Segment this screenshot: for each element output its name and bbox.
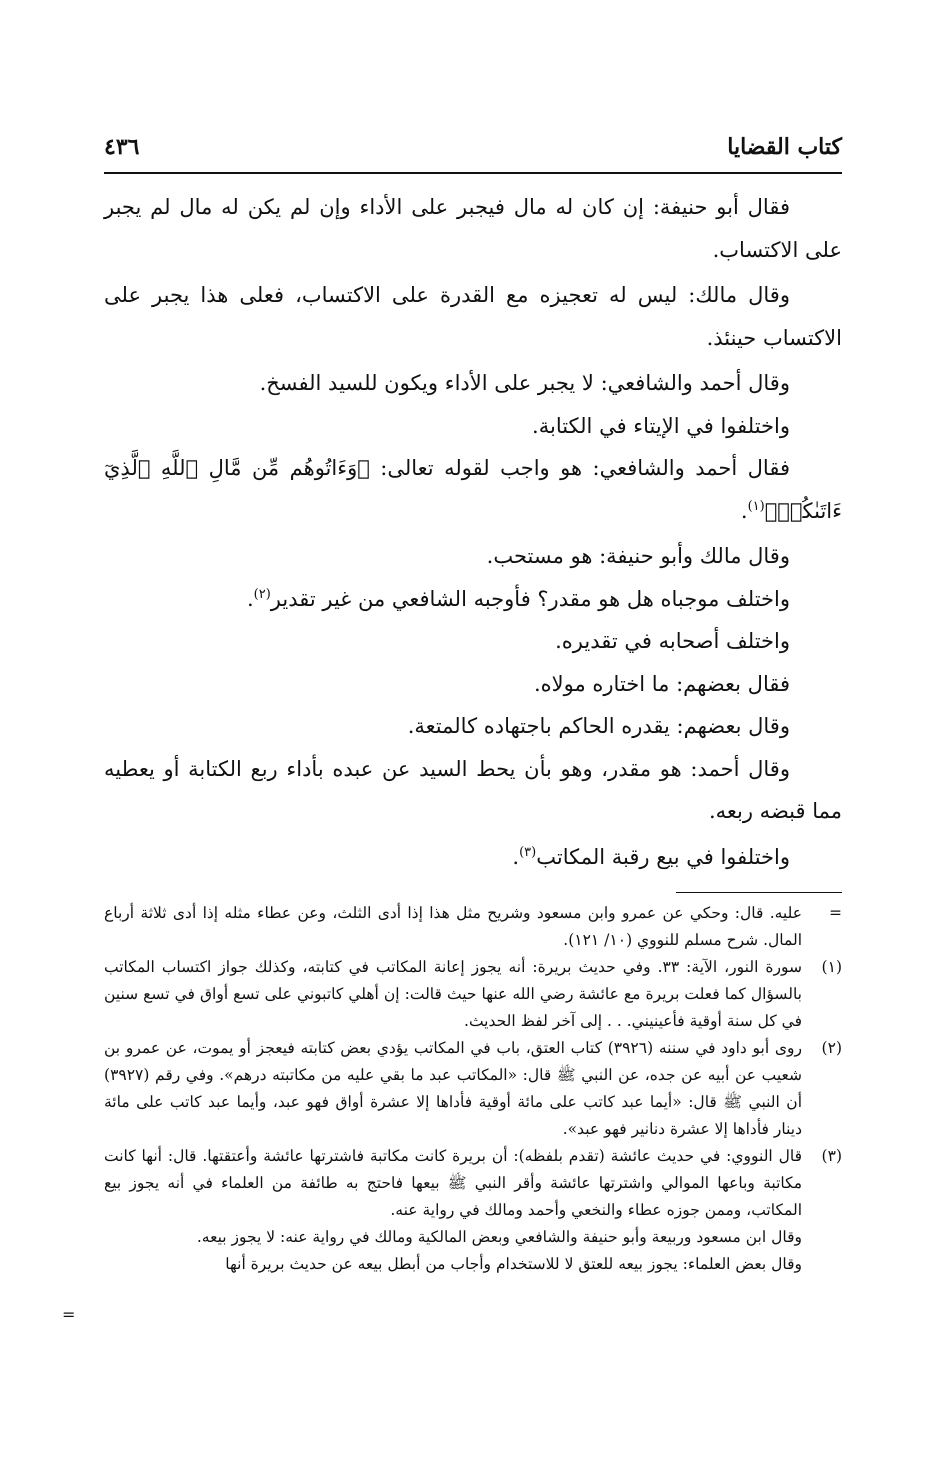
footnote-3-continuation: وقال بعض العلماء: يجوز بيعه للعتق لا للاستخدام وأجاب من أبطل بيعه عن حديث بريرة أنها (225, 1255, 802, 1273)
paragraph-text: فقال أحمد والشافعي: هو واجب لقوله تعالى: (369, 456, 790, 480)
paragraph-text: واختلفوا في بيع رقبة المكاتب (536, 844, 790, 869)
footnote-text: عليه. قال: وحكي عن عمرو وابن مسعود وشريح مثل هذا إذا أدى الثلث، وعن عطاء مثله إذا أدى ثلاثة أرباع المال. شرح مسلم للنووي (١٠/ ١٢١). (104, 904, 802, 949)
footnote-ref-1[interactable]: (١) (747, 498, 765, 514)
paragraph-bay-raqaba (104, 836, 842, 879)
paragraph-mawlah: فقال بعضهم: ما اختاره مولاه. (533, 671, 790, 696)
footnote-1 (104, 954, 842, 1035)
footnote-divider (676, 892, 842, 893)
paragraph-muqaddar (104, 578, 842, 621)
paragraph-itaa: واختلفوا في الإيتاء في الكتابة. (532, 413, 790, 438)
footnote-text: قال النووي: في حديث عائشة (تقدم بلفظه): أن بريرة كانت مكاتبة فاشترتها عائشة وأعتقتها. قال: أنها كانت مكاتبة وباعها الموالي واشترتها عائشة وأقر النبي ﷺ بيعها فاحتج به طائفة من العلماء في أنه يجوز بيع المكاتب، وممن جوزه عطاء والنخعي وأحمد ومالك في رواية عنه. (104, 1147, 802, 1219)
footnote-3-continuation: وقال ابن مسعود وربيعة وأبو حنيفة والشافعي وبعض المالكية ومالك في رواية عنه: لا يجوز بيعه. (196, 1228, 802, 1246)
continuation-marker: = (62, 1305, 76, 1324)
paragraph-abu-hanifa: فقال أبو حنيفة: إن كان له مال فيجبر على الأداء وإن لم يكن له مال لم يجبر على الاكتساب. (104, 195, 842, 262)
footnote-2 (104, 1035, 842, 1143)
footnote-ref-2[interactable]: (٢) (253, 586, 271, 602)
paragraph-ahmad-rub: وقال أحمد: هو مقدر، وهو بأن يحط السيد عن عبده بأداء ربع الكتابة أو يعطيه مما قبضه ربعه. (104, 756, 842, 823)
footnote-ref-3[interactable]: (٣) (519, 844, 537, 860)
paragraph-mustahab: وقال مالك وأبو حنيفة: هو مستحب. (486, 544, 790, 568)
footnotes (104, 900, 842, 1278)
paragraph-end: . (512, 844, 520, 869)
paragraph-quran-citation (104, 447, 842, 532)
footnote-3 (104, 1143, 842, 1224)
paragraph-end: . (740, 498, 748, 523)
paragraph-hakim: وقال بعضهم: يقدره الحاكم باجتهاده كالمتعة. (407, 714, 790, 738)
paragraph-ahmad-shafii: وقال أحمد والشافعي: لا يجبر على الأداء ويكون للسيد الفسخ. (259, 371, 790, 395)
quran-verse: ﴿وَءَاتُوهُم مِّن مَّالِ ٱللَّهِ ٱلَّذِيٓ ءَاتَىٰكُمۡ﴾ (104, 456, 842, 523)
page-number: ٤٣٦ (104, 134, 140, 160)
paragraph-end: . (246, 586, 254, 611)
footnote-mark: = (829, 904, 842, 922)
page-header (104, 132, 842, 174)
paragraph-text: واختلف موجباه هل هو مقدر؟ فأوجبه الشافعي من غير تقدير (270, 586, 790, 611)
footnote-text: سورة النور، الآية: ٣٣. وفي حديث بريرة: أنه يجوز إعانة المكاتب في كتابته، وكذلك جواز اكتساب المكاتب بالسؤال كما فعلت بريرة مع عائشة رضي الله عنها حيث قالت: إن أهلي كاتبوني على تسع أواق في تسع سنين في كل سنة أوقية فأعينيني. . . إلى آخر لفظ الحديث. (104, 958, 802, 1030)
footnote-mark: (١) (821, 958, 842, 976)
paragraph-malik: وقال مالك: ليس له تعجيزه مع القدرة على الاكتساب، فعلى هذا يجبر على الاكتساب حينئذ. (104, 283, 842, 350)
footnote-continued (104, 900, 842, 954)
footnote-mark: (٢) (821, 1039, 842, 1057)
running-title: كتاب القضايا (727, 134, 842, 160)
footnote-mark: (٣) (821, 1147, 842, 1165)
paragraph-taqdir: واختلف أصحابه في تقديره. (555, 629, 790, 653)
main-text (104, 186, 842, 878)
footnote-text: روى أبو داود في سننه (٣٩٢٦) كتاب العتق، باب في المكاتب يؤدي بعض كتابته فيعجز أو يموت، عن عمرو بن شعيب عن أبيه عن جده، عن النبي ﷺ قال: «المكاتب عبد ما بقي عليه من مكاتبته درهم». وفي رقم (٣٩٢٧) أن النبي ﷺ قال: «أيما عبد كاتب على مائة أوقية فأداها إلا عشرة أواق فهو عبد، وأيما عبد كاتب على مائة دينار فأداها إلا عشرة دنانير فهو عبد». (104, 1039, 802, 1138)
